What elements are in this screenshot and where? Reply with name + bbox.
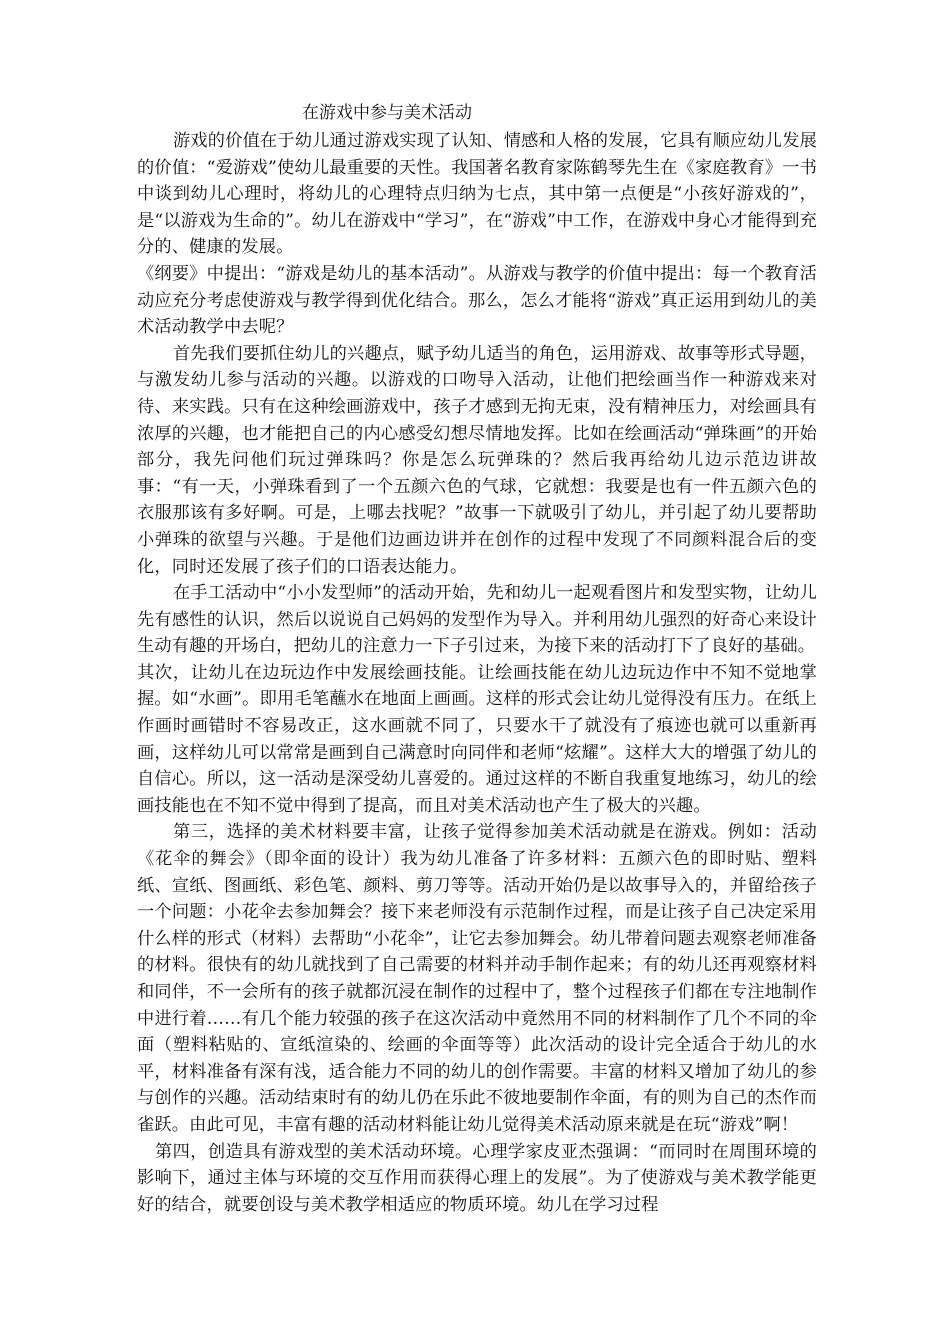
document-title: 在游戏中参与美术活动: [302, 103, 472, 123]
paragraph-guideline: 《纲要》中提出：“游戏是幼儿的基本活动”。从游戏与教学的价值中提出：每一个教育活动应充分考虑使游戏与教学得到优化结合。那么，怎么才能将“游戏”真正运用到幼儿的美术活动教学中去呢？: [137, 263, 817, 338]
document-page: [137, 100, 817, 1218]
paragraph-hairstylist: 在手工活动中“小小发型师”的活动开始，先和幼儿一起观看图片和发型实物，让幼儿先有感性的认识，然后以说说自己妈妈的发型作为导入。并利用幼儿强烈的好奇心来设计生动有趣的开场白，把幼儿的注意力一下子引过来，为接下来的活动打下了良好的基础。: [137, 583, 817, 657]
paragraph-second-point: 其次，让幼儿在边玩边作中发展绘画技能。让绘画技能在幼儿边玩边作中不知不觉地掌握。如“水画”。即用毛笔蘸水在地面上画画。这样的形式会让幼儿觉得没有压力。在纸上作画时画错时不容易改正，这水画就不同了，只要水干了就没有了痕迹也就可以重新再画，这样幼儿可以常常是画到自己满意时向同伴和老师“炫耀”。这样大大的增强了幼儿的自信心。所以，这一活动是深受幼儿喜爱的。通过这样的不断自我重复地练习，幼儿的绘画技能也在不知不觉中得到了提高，而且对美术活动也产生了极大的兴趣。: [137, 662, 817, 816]
paragraph-first-point: 首先我们要抓住幼儿的兴趣点，赋予幼儿适当的角色，运用游戏、故事等形式导题，与激发幼儿参与活动的兴趣。以游戏的口吻导入活动，让他们把绘画当作一种游戏来对待、来实践。只有在这种绘画游戏中，孩子才感到无拘无束，没有精神压力，对绘画具有浓厚的兴趣，也才能把自己的内心感受幻想尽情地发挥。比如在绘画活动“弹珠画”的开始部分，我先问他们玩过弹珠吗？你是怎么玩弹珠的？然后我再给幼儿边示范边讲故事：“有一天，小弹珠看到了一个五颜六色的气球，它就想：我要是也有一件五颜六色的衣服那该有多好啊。可是，上哪去找呢？”故事一下就吸引了幼儿，并引起了幼儿要帮助小弹珠的欲望与兴趣。于是他们边画边讲并在创作的过程中发现了不同颜料混合后的变化，同时还发展了孩子们的口语表达能力。: [137, 343, 817, 577]
paragraph-third-point: 第三，选择的美术材料要丰富，让孩子觉得参加美术活动就是在游戏。例如：活动《花伞的舞会》（即伞面的设计）我为幼儿准备了许多材料：五颜六色的即时贴、塑料纸、宣纸、图画纸、彩色笔、颜料、剪刀等等。活动开始仍是以故事导入的，并留给孩子一个问题：小花伞去参加舞会？接下来老师没有示范制作过程，而是让孩子自己决定采用什么样的形式（材料）去帮助“小花伞”，让它去参加舞会。幼儿带着问题去观察老师准备的材料。很快有的幼儿就找到了自己需要的材料并动手制作起来；有的幼儿还再观察材料和同伴，不一会所有的孩子就都沉浸在制作的过程中了，整个过程孩子们都在专注地制作中进行着……有几个能力较强的孩子在这次活动中竟然用不同的材料制作了几个不同的伞面（塑料粘贴的、宣纸渲染的、绘画的伞面等等）此次活动的设计完全适合于幼儿的水平，材料准备有深有浅，适合能力不同的幼儿的创作需要。丰富的材料又增加了幼儿的参与创作的兴趣。活动结束时有的幼儿仍在乐此不彼地要制作伞面，有的则为自己的杰作而雀跃。由此可见，丰富有趣的活动材料能让幼儿觉得美术活动原来就是在玩“游戏”啊！: [137, 822, 817, 1135]
paragraph-fourth-point: 第四，创造具有游戏型的美术活动环境。心理学家皮亚杰强调：“而同时在周围环境的影响下，通过主体与环境的交互作用而获得心理上的发展”。为了使游戏与美术教学能更好的结合，就要创设与美术教学相适应的物质环境。幼儿在学习过程: [137, 1141, 817, 1215]
paragraph-intro: 游戏的价值在于幼儿通过游戏实现了认知、情感和人格的发展，它具有顺应幼儿发展的价值：“爱游戏”使幼儿最重要的天性。我国著名教育家陈鹤琴先生在《家庭教育》一书中谈到幼儿心理时，将幼儿的心理特点归纳为七点，其中第一点便是“小孩好游戏的”，是“以游戏为生命的”。幼儿在游戏中“学习”，在“游戏”中工作，在游戏中身心才能得到充分的、健康的发展。: [137, 131, 817, 258]
